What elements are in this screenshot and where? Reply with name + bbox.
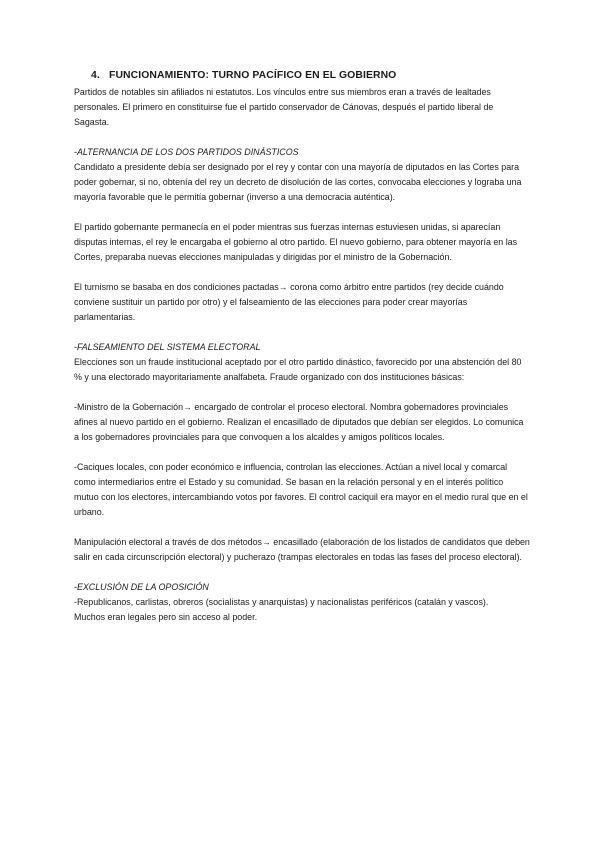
intro-paragraph: Partidos de notables sin afiliados ni estatutos. Los vínculos entre sus miembros eran a través de lealtades personales. El primero en constituirse fue el partido conservador de Cánovas, después el partido liberal de Sagasta. <box>74 87 494 127</box>
spacer <box>74 325 530 340</box>
paragraph: El partido gobernante permanecía en el poder mientras sus fuerzas internas estuviesen unidas, si aparecían disputas internas, el rey le encargaba el gobierno al otro partido. El nuevo gobierno, para obtener mayoría en las Cortes, preparaba nuevas elecciones manipuladas y dirigidas por el ministro de la Gobernación. <box>74 222 518 262</box>
section-heading <box>91 70 530 81</box>
spacer <box>74 205 530 220</box>
paragraph: Manipulación electoral a través de dos métodos→ encasillado (elaboración de los listados de candidatos que deben salir en cada circunscripción electoral) y pucherazo (trampas electorales en todas las fases del proceso electoral). <box>74 537 530 562</box>
paragraph: -Republicanos, carlistas, obreros (socialistas y anarquistas) y nacionalistas periféricos (catalán y vascos). <box>74 597 489 607</box>
spacer <box>74 385 530 400</box>
paragraph: Muchos eran legales pero sin acceso al poder. <box>74 612 258 622</box>
document-page <box>74 70 530 625</box>
paragraph: El turnismo se basaba en dos condiciones pactadas→ corona como árbitro entre partidos (rey decide cuándo conviene sustituir un partido por otro) y el falseamiento de las elecciones para poder crear mayorías parlamentarias. <box>74 282 504 322</box>
spacer <box>74 130 530 145</box>
heading-title: FUNCIONAMIENTO: TURNO PACÍFICO EN EL GOBIERNO <box>109 70 397 81</box>
paragraph: -Caciques locales, con poder económico e influencia, controlan las elecciones. Actúan a nivel local y comarcal como intermediarios entre el Estado y su comunidad. Se basan en la relación personal y en el interés político mutuo con los electores, intercambiando votos por favores. El control caciquil era mayor en el medio rural que en el urbano. <box>74 462 528 517</box>
spacer <box>74 265 530 280</box>
paragraph: Elecciones son un fraude institucional aceptado por el otro partido dinástico, favorecido por una abstención del 80 % y una electorado mayoritariamente analfabeta. Fraude organizado con dos instituciones básicas: <box>74 357 522 382</box>
subsection-title-exclusion: -EXCLUSIÓN DE LA OPOSICIÓN <box>74 582 209 592</box>
heading-number: 4. <box>91 70 100 81</box>
spacer <box>74 445 530 460</box>
spacer <box>74 520 530 535</box>
spacer <box>74 565 530 580</box>
subsection-title-falseamiento: -FALSEAMIENTO DEL SISTEMA ELECTORAL <box>74 342 261 352</box>
subsection-title-alternancia: -ALTERNANCIA DE LOS DOS PARTIDOS DINÁSTICOS <box>74 147 299 157</box>
paragraph: Candidato a presidente debía ser designado por el rey y contar con una mayoría de diputados en las Cortes para poder gobernar, si no, obtenía del rey un decreto de disolución de las cortes, convocaba elecciones y lograba una mayoría favorable que le permitía gobernar (inverso a una democracia auténtica). <box>74 162 522 202</box>
paragraph: -Ministro de la Gobernación→ encargado de controlar el proceso electoral. Nombra gobernadores provinciales afines al nuevo partido en el gobierno. Realizan el encasillado de diputados que debían ser elegidos. Lo comunica a los gobernadores provinciales para que convoquen a los alcaldes y amigos políticos locales. <box>74 402 524 442</box>
